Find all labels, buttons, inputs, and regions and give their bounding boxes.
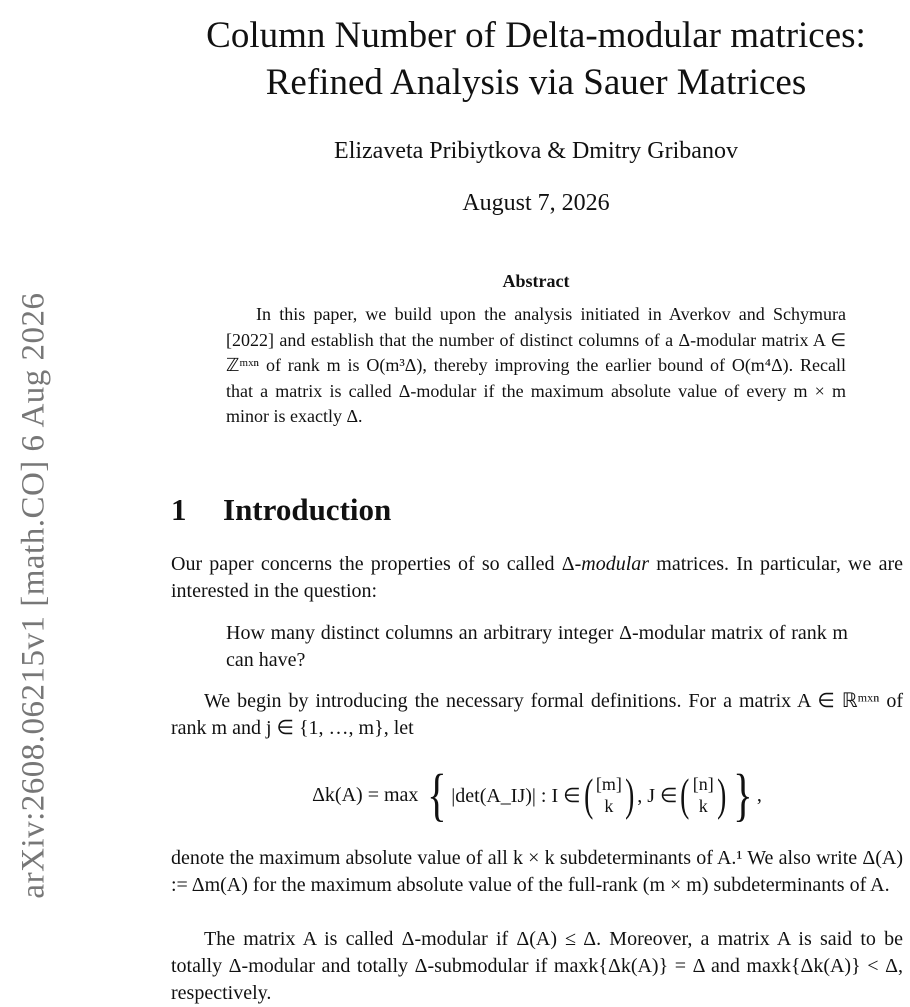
- eq-tail: ,: [756, 783, 762, 806]
- title-line-2: Refined Analysis via Sauer Matrices: [265, 62, 807, 103]
- eq-lhs: Δk(A) = max: [312, 783, 419, 806]
- eq-right-brace: }: [733, 762, 753, 827]
- authors: Elizaveta Pribiytkova & Dmitry Gribanov: [334, 138, 738, 164]
- intro-paragraph-2: We begin by introducing the necessary formal definitions. For a matrix A ∈ ℝᵐˣⁿ of rank m and j ∈ {1, …, m}, let: [171, 690, 903, 739]
- arxiv-stamp: [4, 250, 64, 940]
- abstract-heading: Abstract: [502, 271, 570, 291]
- intro-paragraph-4: The matrix A is called Δ-modular if Δ(A) ≤ Δ. Moreover, a matrix A is said to be totally Δ-modular and totally Δ-submodular if maxk{Δk(A)} = Δ and maxk{Δk(A)} < Δ, respectively.: [171, 928, 903, 1004]
- eq-binom-n: ( [n] k ): [680, 769, 727, 820]
- binom-n-bottom: k: [698, 796, 708, 816]
- p1-emphasis: modular: [581, 553, 650, 575]
- eq-binom-m: ( [m] k ): [583, 769, 635, 820]
- binom-m-top: [m]: [595, 774, 622, 794]
- binom-n-top: [n]: [692, 774, 714, 794]
- binom-m-bottom: k: [604, 796, 614, 816]
- eq-mid: , J ∈: [637, 784, 678, 807]
- eq-left-brace: {: [427, 762, 448, 827]
- intro-paragraph-3: denote the maximum absolute value of all k × k subdeterminants of A.¹ We also write Δ(A) := Δm(A) for the maximum absolute value of the full-rank (m × m) subdeterminants of A.: [171, 847, 903, 896]
- intro-paragraph-1: [171, 551, 903, 605]
- eq-inner: |det(A_IJ)| : I ∈: [451, 784, 581, 807]
- title-line-1: Column Number of Delta-modular matrices:: [206, 15, 866, 56]
- display-equation: [171, 758, 903, 832]
- question-quote: How many distinct columns an arbitrary integer Δ-modular matrix of rank m can have?: [226, 622, 848, 671]
- section-title: Introduction: [223, 492, 392, 527]
- p1-before: Our paper concerns the properties of so called Δ-: [171, 553, 582, 575]
- section-heading: [171, 492, 391, 528]
- p1-after: matrices. In particular, we are interested in the question:: [171, 553, 903, 602]
- abstract-text: In this paper, we build upon the analysis initiated in Averkov and Schymura [2022] and establish that the number of distinct columns of a Δ-modular matrix A ∈ ℤᵐˣⁿ of rank m is O(m³Δ), thereby improving the earlier bound of O(m⁴Δ). Recall that a matrix is called Δ-modular if the maximum absolute value of every m × m minor is exactly Δ.: [226, 304, 846, 426]
- section-number: 1: [171, 492, 187, 527]
- date: August 7, 2026: [462, 190, 610, 216]
- arxiv-stamp-text: arXiv:2608.06215v1 [math.CO] 6 Aug 2026: [15, 291, 52, 899]
- paper-title: [170, 12, 902, 106]
